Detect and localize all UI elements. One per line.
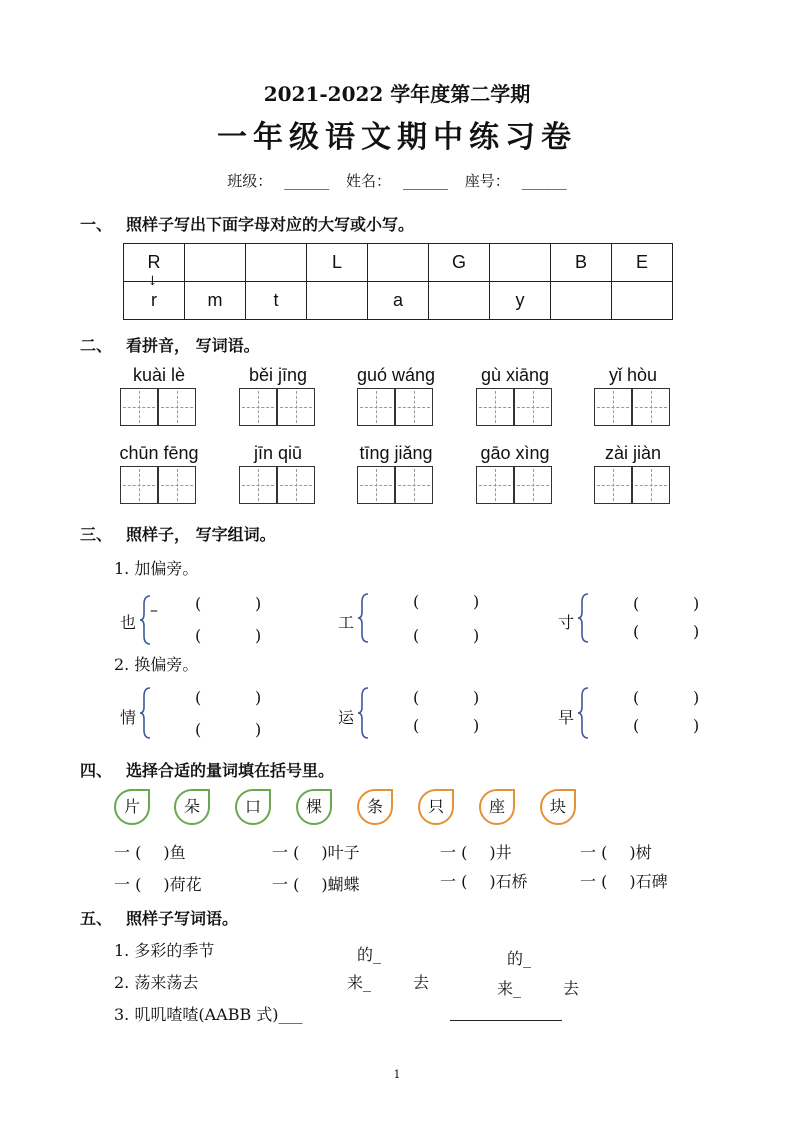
base-char: 工: [338, 613, 355, 632]
paren-open: (: [413, 688, 420, 707]
student-info: [0, 170, 794, 191]
measure-word-leaf[interactable]: 座: [479, 789, 515, 825]
upper-row: [124, 244, 673, 282]
blank-noun: )叶子: [321, 843, 360, 862]
writing-box[interactable]: [632, 388, 670, 426]
blank-noun: )蝴蝶: [321, 875, 360, 894]
part1-label: 1. 加偏旁。: [114, 559, 199, 578]
section-4-heading: [80, 758, 334, 781]
paren-close: ): [473, 592, 480, 611]
section-1-title: 照样子写出下面字母对应的大写或小写。: [126, 215, 415, 234]
pinyin-label: guó wáng: [356, 365, 436, 385]
writing-box[interactable]: [594, 388, 632, 426]
class-blank[interactable]: ______: [284, 172, 330, 190]
paren-open: (: [195, 626, 202, 645]
paren-close: ): [693, 716, 700, 735]
exam-title: 一年级语文期中练习卷: [217, 120, 577, 155]
name-label: 姓名：: [345, 172, 391, 190]
paren-close: ): [693, 594, 700, 613]
lower-cell[interactable]: [307, 282, 368, 320]
paren-open: (: [633, 594, 640, 613]
measure-blank[interactable]: [440, 869, 528, 892]
page-number: 1: [393, 1068, 401, 1081]
part2-label: 2. 换偏旁。: [114, 655, 199, 674]
blank-open: 一 (: [440, 872, 468, 891]
writing-box[interactable]: [395, 466, 433, 504]
section-3-heading: [80, 522, 276, 545]
base-char: 运: [338, 708, 355, 727]
paren-open: (: [413, 626, 420, 645]
section-5-heading: [80, 906, 238, 929]
de-blank[interactable]: 的_: [507, 949, 532, 968]
letter-grid: [123, 243, 673, 320]
de-blank[interactable]: 的_: [357, 945, 382, 964]
measure-word-leaf[interactable]: 条: [357, 789, 393, 825]
lai-blank[interactable]: 来_: [347, 973, 372, 992]
measure-blank[interactable]: [114, 872, 202, 895]
lower-cell[interactable]: [551, 282, 612, 320]
blank-noun: )石桥: [489, 872, 528, 891]
measure-word-leaf[interactable]: 棵: [296, 789, 332, 825]
pinyin-label: kuài lè: [132, 365, 186, 385]
paren-open: (: [195, 720, 202, 739]
blank-open: 一 (: [580, 872, 608, 891]
pinyin-label: gù xiāng: [480, 365, 550, 385]
writing-box[interactable]: [476, 388, 514, 426]
lower-cell[interactable]: t: [246, 282, 307, 320]
paren-close: ): [693, 688, 700, 707]
blank-open: 一 (: [580, 843, 608, 862]
paren-close: ): [255, 594, 262, 613]
seat-label: 座号：: [464, 172, 510, 190]
pinyin-label: gāo xìng: [480, 443, 550, 463]
blank-open: 一 (: [272, 875, 300, 894]
example-item: 1. 多彩的季节: [114, 941, 215, 960]
brace-icon: [356, 592, 370, 644]
paren-close: ): [473, 716, 480, 735]
upper-cell[interactable]: L: [307, 244, 368, 282]
measure-blank[interactable]: [272, 872, 360, 895]
paren-open: (: [413, 592, 420, 611]
lower-row: [124, 282, 673, 320]
upper-cell[interactable]: R: [124, 244, 185, 282]
brace-icon: [138, 686, 152, 740]
upper-cell[interactable]: E: [612, 244, 673, 282]
example-item: 2. 荡来荡去: [114, 973, 199, 992]
section-2-heading: [80, 333, 260, 356]
pinyin-label: chūn fēng: [119, 443, 199, 463]
section-1-number: 一、: [80, 215, 113, 234]
qu-label: 去: [563, 979, 580, 998]
pinyin-label: jīn qiū: [253, 443, 303, 463]
paren-open: (: [413, 716, 420, 735]
section-2-title: 看拼音， 写词语。: [126, 336, 260, 355]
lower-cell[interactable]: r: [124, 282, 185, 320]
lower-cell[interactable]: m: [185, 282, 246, 320]
blank-noun: )荷花: [163, 875, 202, 894]
writing-box[interactable]: [158, 466, 196, 504]
blank-noun: )鱼: [163, 843, 186, 862]
paren-close: ): [255, 626, 262, 645]
measure-blank[interactable]: [580, 869, 668, 892]
blank-noun: )树: [629, 843, 652, 862]
measure-word-leaf[interactable]: 朵: [174, 789, 210, 825]
measure-blank[interactable]: [114, 840, 186, 863]
paren-close: ): [693, 622, 700, 641]
paren-open: (: [195, 688, 202, 707]
paren-close: ): [255, 720, 262, 739]
base-char: 情: [120, 708, 137, 727]
measure-word-leaf[interactable]: 片: [114, 789, 150, 825]
pinyin-label: tīng jiǎng: [359, 443, 433, 463]
writing-box[interactable]: [357, 466, 395, 504]
measure-blank[interactable]: [440, 840, 512, 863]
paren-open: (: [633, 716, 640, 735]
paren-open: (: [633, 688, 640, 707]
writing-box[interactable]: [632, 466, 670, 504]
exam-subtitle: 2021-2022 学年度第二学期: [263, 82, 531, 106]
section-3-title: 照样子， 写字组词。: [126, 525, 276, 544]
answer-line[interactable]: [450, 1020, 562, 1021]
base-char: 寸: [558, 613, 575, 632]
blank-open: 一 (: [440, 843, 468, 862]
writing-box[interactable]: [594, 466, 632, 504]
pinyin-label: běi jīng: [248, 365, 308, 385]
section-1-heading: [80, 212, 414, 235]
measure-word-leaf[interactable]: 块: [540, 789, 576, 825]
writing-box[interactable]: [476, 466, 514, 504]
lower-cell[interactable]: y: [490, 282, 551, 320]
pinyin-label: yǐ hòu: [608, 365, 658, 385]
class-label: 班级：: [227, 172, 273, 190]
writing-box[interactable]: [120, 466, 158, 504]
writing-box[interactable]: [514, 388, 552, 426]
section-5-title: 照样子写词语。: [126, 909, 239, 928]
section-2-number: 二、: [80, 336, 113, 355]
seat-blank[interactable]: ______: [521, 172, 567, 190]
upper-cell[interactable]: B: [551, 244, 612, 282]
measure-blank[interactable]: [272, 840, 360, 863]
example-mark: –: [150, 600, 158, 619]
blank-open: 一 (: [272, 843, 300, 862]
upper-cell[interactable]: [490, 244, 551, 282]
qu-label: 去: [413, 973, 430, 992]
upper-cell[interactable]: [185, 244, 246, 282]
example-item[interactable]: 3. 叽叽喳喳(AABB 式)___: [114, 1005, 303, 1024]
base-char: 也: [120, 613, 137, 632]
writing-box[interactable]: [239, 466, 277, 504]
lower-cell[interactable]: [429, 282, 490, 320]
writing-box[interactable]: [514, 466, 552, 504]
blank-open: 一 (: [114, 875, 142, 894]
brace-icon: [576, 592, 590, 644]
writing-box[interactable]: [120, 388, 158, 426]
paren-close: ): [255, 688, 262, 707]
writing-box[interactable]: [277, 388, 315, 426]
section-3-number: 三、: [80, 525, 113, 544]
brace-icon: [576, 686, 590, 740]
paren-open: (: [633, 622, 640, 641]
section-5-number: 五、: [80, 909, 113, 928]
writing-box[interactable]: [357, 388, 395, 426]
measure-blank[interactable]: [580, 840, 652, 863]
blank-noun: )井: [489, 843, 512, 862]
lower-cell[interactable]: [612, 282, 673, 320]
measure-word-leaf[interactable]: 口: [235, 789, 271, 825]
writing-box[interactable]: [158, 388, 196, 426]
paren-close: ): [473, 626, 480, 645]
measure-word-leaf[interactable]: 只: [418, 789, 454, 825]
writing-box[interactable]: [395, 388, 433, 426]
section-4-number: 四、: [80, 761, 113, 780]
lower-cell[interactable]: a: [368, 282, 429, 320]
paren-open: (: [195, 594, 202, 613]
section-4-title: 选择合适的量词填在括号里。: [126, 761, 335, 780]
arrow-down-icon: ↓: [147, 274, 158, 289]
blank-noun: )石碑: [629, 872, 668, 891]
pinyin-label: zài jiàn: [604, 443, 662, 463]
paren-close: ): [473, 688, 480, 707]
writing-box[interactable]: [239, 388, 277, 426]
blank-open: 一 (: [114, 843, 142, 862]
base-char: 早: [558, 708, 575, 727]
upper-cell[interactable]: [246, 244, 307, 282]
name-blank[interactable]: ______: [403, 172, 448, 190]
upper-cell[interactable]: [368, 244, 429, 282]
lai-blank[interactable]: 来_: [497, 979, 522, 998]
upper-cell[interactable]: G: [429, 244, 490, 282]
brace-icon: [356, 686, 370, 740]
writing-box[interactable]: [277, 466, 315, 504]
